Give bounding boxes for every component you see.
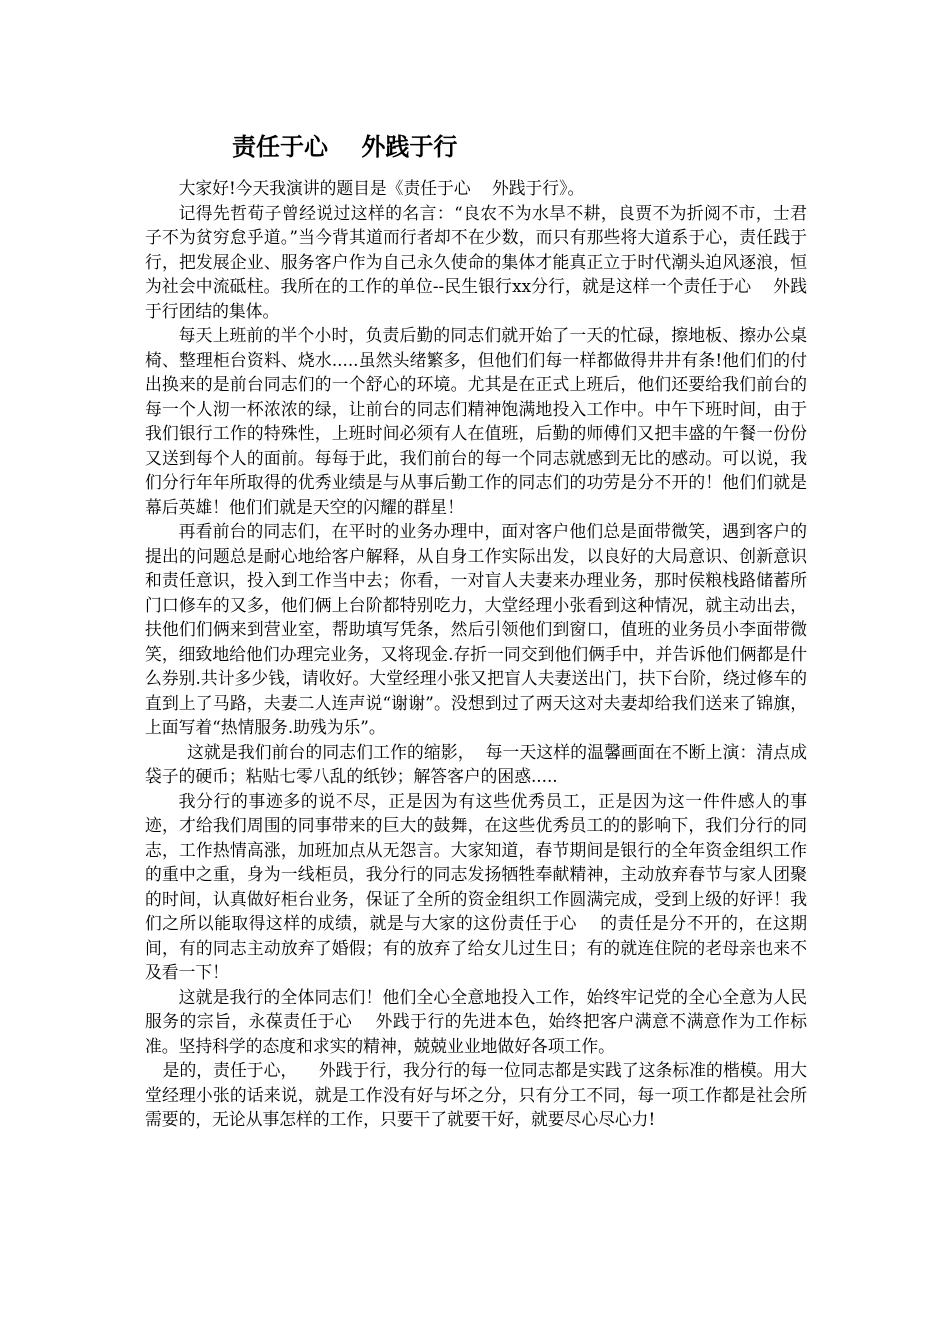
paragraph-logistics-staff: 每天上班前的半个小时，负责后勤的同志们就开始了一天的忙碌，擦地板、擦办公桌椅、整理柜台资料、烧水.....虽然头绪繁多，但他们们每一样都做得井井有条!他们们的付出换来的是前台同志们的一个舒心的环境。尤其是在正式上班后，他们还要给我们前台的每一个人沏一杯浓浓的绿，让前台的同志们精神饱满地投入工作中。中午下班时间，由于我们银行工作的特殊性，上班时间必须有人在值班，后勤的师傅们又把丰盛的午餐一份份又送到每个人的面前。每每于此，我们前台的每一个同志就感到无比的感动。可以说，我们分行年年所取得的优秀业绩是与从事后勤工作的同志们的功劳是分不开的！他们们就是幕后英雄！他们们就是天空的闪耀的群星！ [145, 325, 807, 517]
paragraph-greeting: 大家好!今天我演讲的题目是《责任于心 外践于行》。 [178, 178, 585, 198]
paragraph-daily-scenes: 这就是我们前台的同志们工作的缩影， 每一天这样的温馨画面在不断上演：清点成袋子的硬币；粘贴七零八乱的纸钞；解答客户的困惑..... [145, 741, 807, 786]
paragraph-all-comrades: 这就是我行的全体同志们！他们全心全意地投入工作，始终牢记党的全心全意为人民服务的宗旨，永葆责任于心 外践于行的先进本色，始终把客户满意不满意作为工作标准。坚持科学的态度和求实的精神，兢兢业业地做好各项工作。 [145, 986, 807, 1056]
paragraph-conclusion: 是的，责任于心， 外践于行，我分行的每一位同志都是实践了这条标准的楷模。用大堂经理小张的话来说，就是工作没有好与坏之分，只有分工不同，每一项工作都是社会所需要的，无论从事怎样的工作，只要干了就要干好，就要尽心尽心力! [145, 1060, 807, 1129]
paragraph-front-desk-staff: 再看前台的同志们，在平时的业务办理中，面对客户他们总是面带微笑，遇到客户的提出的问题总是耐心地给客户解释，从自身工作实际出发，以良好的大局意识、创新意识和责任意识，投入到工作当中去；你看，一对盲人夫妻来办理业务，那时侯粮栈路储蓄所门口修车的又多，他们俩上台阶都特别吃力，大堂经理小张看到这种情况，就主动出去，扶他们们俩来到营业室，帮助填写凭条，然后引领他们到窗口，值班的业务员小李面带微笑，细致地给他们办理完业务，又将现金.存折一同交到他们俩手中，并告诉他们俩都是什么券别.共计多少钱，请收好。大堂经理小张又把盲人夫妻送出门，扶下台阶，绕过修车的直到上了马路，夫妻二人连声说“谢谢”。没想到过了两天这对夫妻却给我们送来了锦旗，上面写着“热情服务.助残为乐”。 [145, 521, 807, 737]
paragraph-branch-deeds: 我分行的事迹多的说不尽，正是因为有这些优秀员工，正是因为这一件件感人的事迹，才给我们周围的同事带来的巨大的鼓舞，在这些优秀员工的的影响下，我们分行的同志，工作热情高涨，加班加点从无怨言。大家知道，春节期间是银行的全年资金组织工作的重中之重，身为一线柜员，我分行的同志发扬牺牲奉献精神，主动放弃春节与家人团聚的时间，认真做好柜台业务，保证了全所的资金组织工作圆满完成，受到上级的好评！我们之所以能取得这样的成绩，就是与大家的这份责任于心 的责任是分不开的，在这期间，有的同志主动放弃了婚假；有的放弃了给女儿过生日；有的就连住院的老母亲也来不及看一下！ [145, 790, 807, 982]
document-title: 责任于心 外践于行 [232, 132, 458, 161]
document-body [145, 176, 807, 1132]
paragraph-xunzi-quote: 记得先哲荀子曾经说过这样的名言：“良农不为水旱不耕，良贾不为折阅不市，士君子不为贫穷怠乎道。”当今背其道而行者却不在少数，而只有那些将大道系于心，责任践于行，把发展企业、服务客户作为自己永久使命的集体才能真正立于时代潮头迫风逐浪，恒为社会中流砥柱。我所在的工作的单位--民生银行xx分行，就是这样一个责任于心 外践于行团结的集体。 [145, 202, 807, 321]
